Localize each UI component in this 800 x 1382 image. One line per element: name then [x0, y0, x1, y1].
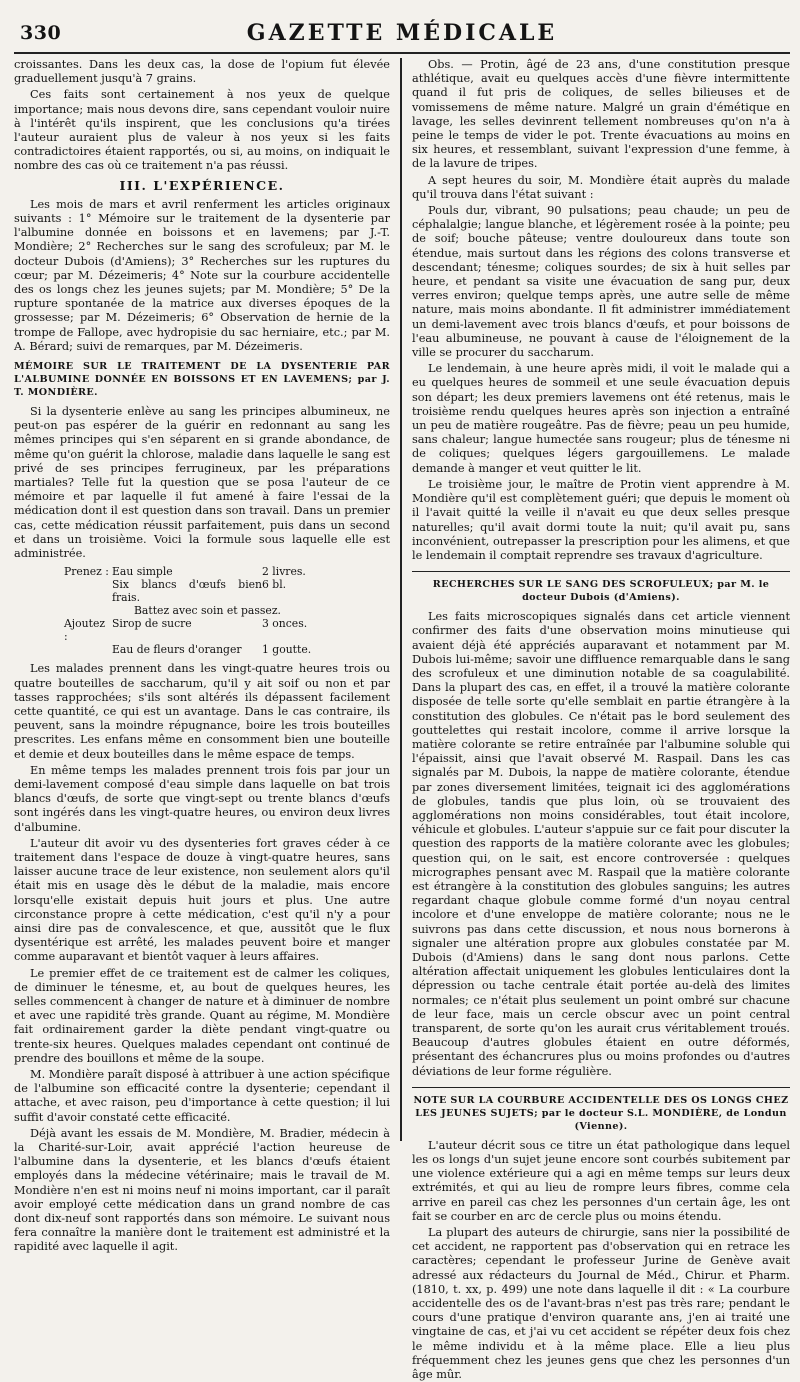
recipe-quantity: 2 livres.	[262, 565, 306, 579]
paragraph: Pouls dur, vibrant, 90 pulsations; peau chaude; un peu de céphalalgie; langue blanche, et légèrement rosée à la pointe; peu de soif; bouche pâteuse; ventre douloureux dans toute son étendue, mais surtout dans les régions des colons transverse et descendant; ténesme; coliques sourdes; de six à huit selles par heure, et pendant sa visite une évacuation de sang pur, deux verres environ; quelque temps après, une autre selle de même nature, mais moins abondante. Il fit administrer immédiatement un demi-lavement avec trois blancs d'œufs, et pour boissons de l'eau albumineuse, ne pouvant à cause de l'éloignement de la ville se procurer du saccharum.	[412, 204, 790, 360]
paragraph: L'auteur dit avoir vu des dysenteries fort graves céder à ce traitement dans l'espace de douze à vingt-quatre heures, sans laisser aucune trace de leur existence, non seulement alors qu'il était mis en usage dès le début de la maladie, mais encore lorsqu'elle existait depuis huit jours et plus. Une autre circonstance propre à cette médication, c'est qu'il n'y a pour ainsi dire pas de convalescence, et que, aussitôt que le flux dysentérique est arrêté, les malades peuvent boire et manger comme auparavant et bientôt vaquer à leurs affaires.	[14, 836, 390, 964]
recipe-ingredient: Eau de fleurs d'oranger	[112, 643, 242, 657]
paragraph: La plupart des auteurs de chirurgie, sans nier la possibilité de cet accident, ne rapportent pas d'observation qui en retrace les caractères; cependant le professeur Jurine de Genève avait adressé aux rédacteurs du Journal de Méd., Chirur. et Pharm. (1810, t. xx, p. 499) une note dans laquelle il dit : « La courbure accidentelle des os de l'avant-bras n'est pas très rare; pendant le cours d'une pratique d'environ quarante ans, j'en ai traité une vingtaine de cas, et j'ai vu cet accident se répéter deux fois chez le même individu et à la même place. Elle a lieu plus fréquemment chez les jeunes gens que chez les personnes d'un âge mûr.	[412, 1226, 790, 1382]
paragraph: Les faits microscopiques signalés dans cet article viennent confirmer des faits d'une observation moins minutieuse qui avaient déjà été appréciés auparavant et notamment par M. Dubois lui-même; savoir une diffluence remarquable dans le sang des scrofuleux et une diminution notable de sa coagulabilité. Dans la plupart des cas, en effet, il a trouvé la matière colorante disposée de telle sorte qu'elle semblait en partie étrangère à la constitution des globules. Ce n'était pas le bord seulement des gouttelettes qui restait incolore, comme il arrive lorsque la matière colorante se retire entraînée par l'albumine soluble qui l'épaissit, ainsi que l'avait observé M. Raspail. Dans les cas signalés par M. Dubois, la nappe de matière colorante, étendue par zones diversement limitées, teignait ici des agglomérations de globules, tandis que plus loin, où se trouvaient des agglomérations non moins considérables, tout était incolore, véhicule et globules. L'auteur s'appuie sur ce fait pour discuter la question des rapports de la matière colorante avec les globules; question qui, on le sait, est encore controversée : quelques micrographes pensant avec M. Raspail que la matière colorante est étrangère à la constitution des globules sanguins; les autres regardant chaque globule comme formé d'un noyau central incolore et d'une enveloppe de matière colorante; nous ne le suivrons pas dans cette discussion, et nous nous bornerons à signaler une altération propre aux globules constatée par M. Dubois (d'Amiens) dans le sang dont nous parlons. Cette altération affectait uniquement les globules lenticulaires dont la dépression ou tache centrale était portée au-delà des limites normales; ce n'était plus seulement un point ombré sur chacune de leur face, mais un cercle obscur avec un point central transparent, de sorte qu'on les aurait crus véritablement troués. Beaucoup d'autres globules étaient en outre déformés, présentant des échancrures plus ou moins profondes ou d'autres déviations de leur forme régulière.	[412, 610, 790, 1078]
article-heading: RECHERCHES SUR LE SANG DES SCROFULEUX; par M. le docteur Dubois (d'Amiens).	[412, 571, 790, 604]
paragraph: En même temps les malades prennent trois fois par jour un demi-lavement composé d'eau simple dans laquelle on bat trois blancs d'œufs, de sorte que vingt-sept ou trente blancs d'œufs sont ingérés dans les vingt-quatre heures, ou environ deux livres d'albumine.	[14, 763, 390, 834]
recipe-line	[64, 578, 390, 604]
recipe-quantity: 6 bl.	[262, 578, 287, 592]
paragraph: Le lendemain, à une heure après midi, il voit le malade qui a eu quelques heures de sommeil et une seule évacuation depuis son départ; les deux premiers lavemens ont été retenus, mais le troisième rendu quelques heures après son injection a entraîné un peu de matière rougeâtre. Pas de fièvre; peau un peu humide, sans chaleur; langue humectée sans rougeur; plus de ténesme ni de coliques; quelques légers gargouillemens. Le malade demande à manger et veut quitter le lit.	[412, 362, 790, 475]
recipe-ingredient: Six blancs d'œufs bien frais.	[112, 578, 262, 605]
paragraph: croissantes. Dans les deux cas, la dose de l'opium fut élevée graduellement jusqu'à 7 grains.	[14, 58, 390, 86]
paragraph: Si la dysenterie enlève au sang les principes albumineux, ne peut-on pas espérer de la guérir en redonnant au sang les mêmes principes qui s'en séparent en si grande abondance, de même qu'on guérit la chlorose, maladie dans laquelle le sang est privé de ses principes ferrugineux, par les préparations martiales? Telle fut la question que se posa l'auteur de ce mémoire et par laquelle il fut amené à faire l'essai de la médication dont il est question dans son travail. Dans un premier cas, cette médication réussit parfaitement, puis dans un second et dans un troisième. Voici la formule sous laquelle elle est administrée.	[14, 405, 390, 561]
section-heading: III. L'EXPÉRIENCE.	[119, 177, 285, 193]
paragraph: Le troisième jour, le maître de Protin vient apprendre à M. Mondière qu'il est complètement guéri; que depuis le moment où il l'avait quitté la veille il n'avait eu que deux selles presque naturelles; qu'il avait dormi toute la nuit; qu'il avait pu, sans inconvénient, outrepasser la prescription pour les alimens, et que le lendemain il comptait reprendre ses travaux d'agriculture.	[412, 477, 790, 562]
paragraph: Déjà avant les essais de M. Mondière, M. Bradier, médecin à la Charité-sur-Loir, avait apprécié l'action heureuse de l'albumine dans la dysenterie, et les blancs d'œufs étaient employés dans la médecine vétérinaire; mais le travail de M. Mondière n'en est ni moins neuf ni moins important, car il paraît avoir employé cette médication dans un grand nombre de cas dont dix-neuf sont rapportés dans son mémoire. Le suivant nous fera connaître la manière dont le traitement est administré et la rapidité avec laquelle il agit.	[14, 1126, 390, 1254]
masthead-title: GAZETTE MÉDICALE	[246, 20, 558, 46]
recipe-line	[64, 617, 390, 643]
left-column	[14, 58, 402, 1254]
recipe-formula	[64, 565, 390, 656]
recipe-quantity: 1 goutte.	[262, 643, 312, 657]
paragraph: Ces faits sont certainement à nos yeux de quelque importance; mais nous devons dire, sans cependant vouloir nuire à l'intérêt qu'ils inspirent, que les conclusions qu'a tirées l'auteur auraient plus de valeur à nos yeux si les faits contradictoires étaient rapportés, ou si, au moins, on indiquait le nombre des cas où ce traitement n'a pas réussi.	[14, 88, 390, 173]
page-number: 330	[20, 22, 62, 44]
recipe-line	[64, 643, 390, 656]
recipe-ingredient: Sirop de sucre	[112, 617, 192, 631]
right-column	[402, 58, 790, 1382]
page-header	[14, 8, 790, 54]
article-heading: NOTE SUR LA COURBURE ACCIDENTELLE DES OS LONGS CHEZ LES JEUNES SUJETS; par le docteur S.L. MONDIÈRE, de Londun (Vienne).	[412, 1087, 790, 1133]
paragraph: M. Mondière paraît disposé à attribuer à une action spécifique de l'albumine son efficacité contre la dysenterie; cependant il attache, et avec raison, peu d'importance à cette question; il lui suffit d'avoir constaté cette efficacité.	[14, 1067, 390, 1124]
recipe-ingredient: Eau simple	[112, 565, 173, 579]
recipe-label: Ajoutez :	[64, 617, 106, 644]
text-columns	[14, 58, 790, 1382]
recipe-line	[64, 565, 390, 578]
observation-paragraph: Obs. — Protin, âgé de 23 ans, d'une constitution presque athlétique, avait eu quelques accès d'une fièvre intermittente quand il fut pris de coliques, de selles bilieuses et de vomissemens de même nature. Malgré un grain d'émétique en lavage, les selles devinrent tellement nombreuses qu'on n'a à peine le temps de vider le pot. Trente évacuations au moins en six heures, et ressemblant, suivant l'expression d'une femme, à de la lavure de tripes.	[412, 58, 790, 171]
recipe-label: Prenez :	[64, 565, 109, 579]
paragraph: L'auteur décrit sous ce titre un état pathologique dans lequel les os longs d'un sujet jeune encore sont courbés subitement par une violence extérieure qui a agi en même temps sur leurs deux extrémités, et qui au lieu de rompre leurs fibres, comme cela arrive en pareil cas chez les personnes d'un certain âge, les ont fait se courber en arc de cercle plus ou moins étendu.	[412, 1138, 790, 1223]
paragraph: A sept heures du soir, M. Mondière était auprès du malade qu'il trouva dans l'état suivant :	[412, 173, 790, 201]
article-heading: MÉMOIRE SUR LE TRAITEMENT DE LA DYSENTERIE PAR L'ALBUMINE DONNÉE EN BOISSONS ET EN LAVEMENS; par J. T. MONDIÈRE.	[14, 361, 390, 399]
paragraph: Les malades prennent dans les vingt-quatre heures trois ou quatre bouteilles de saccharum, qu'il y ait soif ou non et par tasses rapprochées; s'ils sont altérés ils dépassent facilement cette quantité, ce qui est un avantage. Dans le cas contraire, ils peuvent, sans la moindre répugnance, boire les trois bouteilles prescrites. Les enfans même en consomment bien une bouteille et demie et deux bouteilles dans le même espace de temps.	[14, 662, 390, 761]
paragraph: Les mois de mars et avril renferment les articles originaux suivants : 1° Mémoire sur le traitement de la dysenterie par l'albumine donnée en boissons et en lavemens; par J.-T. Mondière; 2° Recherches sur le sang des scrofuleux; par M. le docteur Dubois (d'Amiens); 3° Recherches sur les ruptures du cœur; par M. Dézeimeris; 4° Note sur la courbure accidentelle des os longs chez les jeunes sujets; par M. Mondière; 5° De la rupture spontanée de la matrice aux diverses époques de la grossesse; par M. Dézeimeris; 6° Observation de hernie de la trompe de Fallope, avec hydropisie du sac herniaire, etc.; par M. A. Bérard; suivi de remarques, par M. Dézeimeris.	[14, 197, 390, 353]
recipe-instruction: Battez avec soin et passez.	[134, 604, 281, 618]
recipe-quantity: 3 onces.	[262, 617, 308, 631]
paragraph: Le premier effet de ce traitement est de calmer les coliques, de diminuer le ténesme, et, au bout de quelques heures, les selles commencent à changer de nature et à diminuer de nombre et avec une rapidité très grande. Quant au régime, M. Mondière fait ordinairement garder la diète pendant vingt-quatre ou trente-six heures. Quelques malades cependant ont continué de prendre des bouillons et même de la soupe.	[14, 966, 390, 1065]
